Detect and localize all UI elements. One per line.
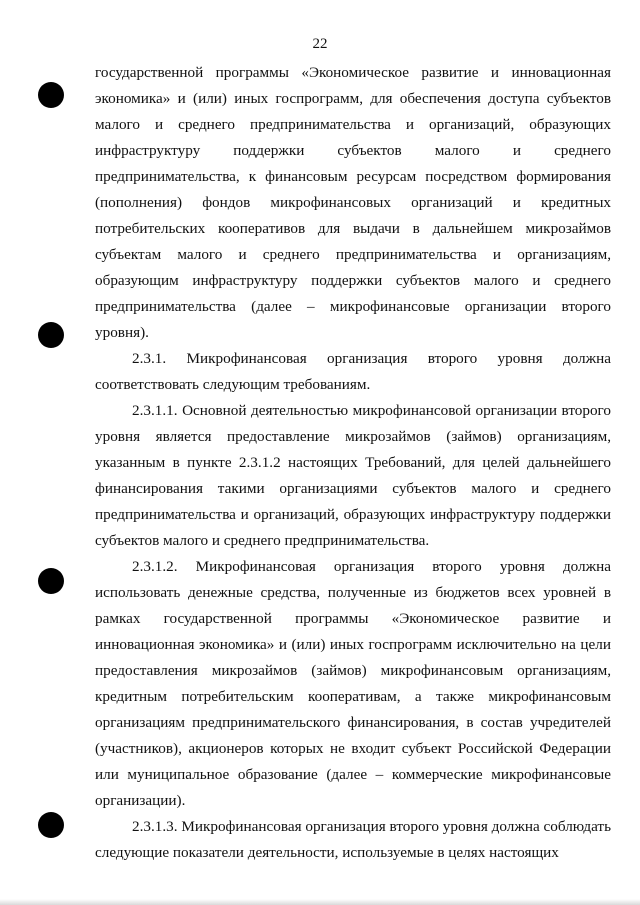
binder-hole-mark: [38, 812, 64, 838]
paragraph-2-3-1-2: 2.3.1.2. Микрофинансовая организация второго уровня должна использовать денежные средства, полученные из бюджетов всех уровней в рамках государственной программы «Экономическое развитие и инновационная экономика» и (или) иных госпрограмм исключительно на цели предоставления микрозаймов (займов) микрофинансовым организациям, кредитным потребительским кооперативам, а также микрофинансовым организациям предпринимательского финансирования, в состав учредителей (участников), акционеров которых не входит субъект Российской Федерации или муниципальное образование (далее – коммерческие микрофинансовые организации).: [95, 558, 611, 809]
binder-hole-mark: [38, 322, 64, 348]
document-body: [95, 60, 611, 866]
paragraph-continuation: государственной программы «Экономическое развитие и инновационная экономика» и (или) иных госпрограмм, для обеспечения доступа субъектов малого и среднего предпринимательства и организаций, образующих инфраструктуру поддержки субъектов малого и среднего предпринимательства, к финансовым ресурсам посредством формирования (пополнения) фондов микрофинансовых организаций и кредитных потребительских кооперативов для выдачи в дальнейшем микрозаймов субъектам малого и среднего предпринимательства и организациям, образующим инфраструктуру поддержки субъектов малого и среднего предпринимательства (далее – микрофинансовые организации второго уровня).: [95, 64, 611, 341]
paragraph-2-3-1-1: 2.3.1.1. Основной деятельностью микрофинансовой организации второго уровня является предоставление микрозаймов (займов) организациям, указанным в пункте 2.3.1.2 настоящих Требований, для целей дальнейшего финансирования такими организациями субъектов малого и среднего предпринимательства и организаций, образующих инфраструктуру поддержки субъектов малого и среднего предпринимательства.: [95, 402, 611, 549]
binder-hole-mark: [38, 568, 64, 594]
scan-edge-shadow: [0, 899, 640, 905]
page-number: 22: [312, 36, 328, 52]
paragraph-2-3-1: 2.3.1. Микрофинансовая организация второго уровня должна соответствовать следующим требованиям.: [95, 350, 611, 393]
paragraph-2-3-1-3: 2.3.1.3. Микрофинансовая организация второго уровня должна соблюдать следующие показатели деятельности, используемые в целях настоящих: [95, 818, 611, 861]
binder-hole-mark: [38, 82, 64, 108]
